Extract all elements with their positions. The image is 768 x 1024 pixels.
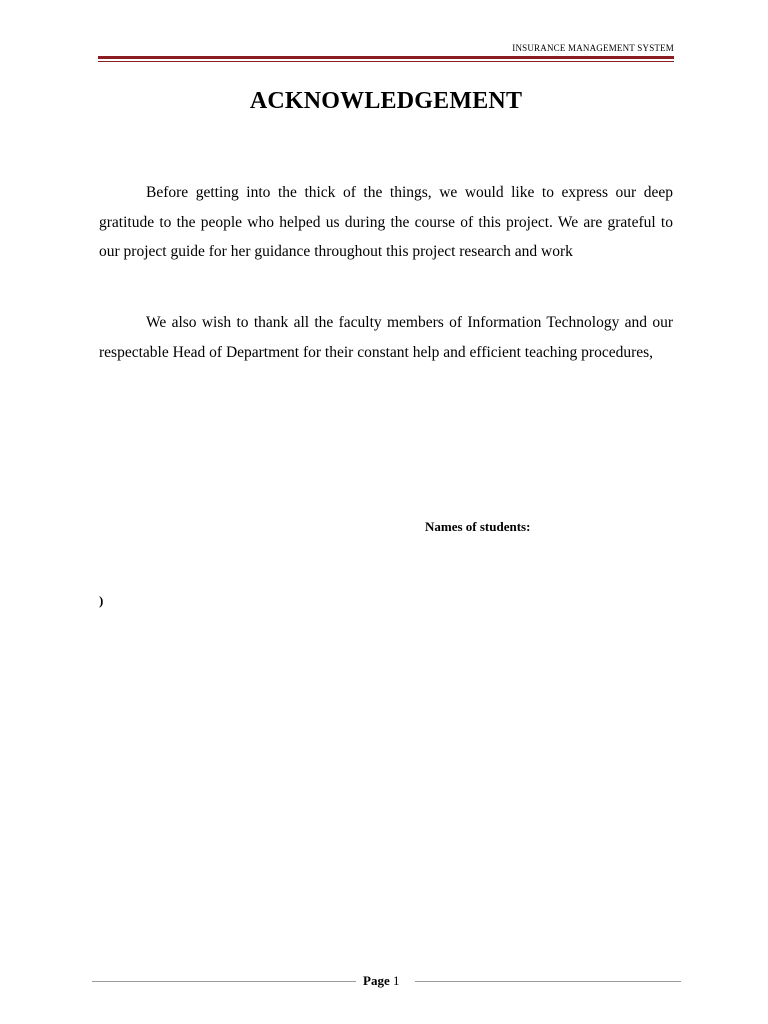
page-number — [363, 973, 399, 989]
footer-rule-right — [415, 981, 681, 982]
header-title: INSURANCE MANAGEMENT SYSTEM — [512, 43, 674, 53]
page-label: Page — [363, 973, 390, 988]
header-rule-thin — [98, 61, 674, 62]
footer-rule-left — [92, 981, 356, 982]
page-number-value: 1 — [392, 973, 400, 988]
header-rule-thick — [98, 56, 674, 59]
students-names-label: Names of students: — [425, 519, 531, 534]
paragraph-gratitude: Before getting into the thick of the things, we would like to express our deep gratitude to the people who helped us during the course of this project. We are grateful to our project guide for her guidance throughout this project research and work — [99, 184, 673, 260]
closing-parenthesis: ) — [99, 593, 104, 608]
paragraph-faculty-thanks: We also wish to thank all the faculty members of Information Technology and our respectable Head of Department for their constant help and efficient teaching procedures, — [99, 314, 673, 361]
page-title: ACKNOWLEDGEMENT — [249, 88, 523, 114]
